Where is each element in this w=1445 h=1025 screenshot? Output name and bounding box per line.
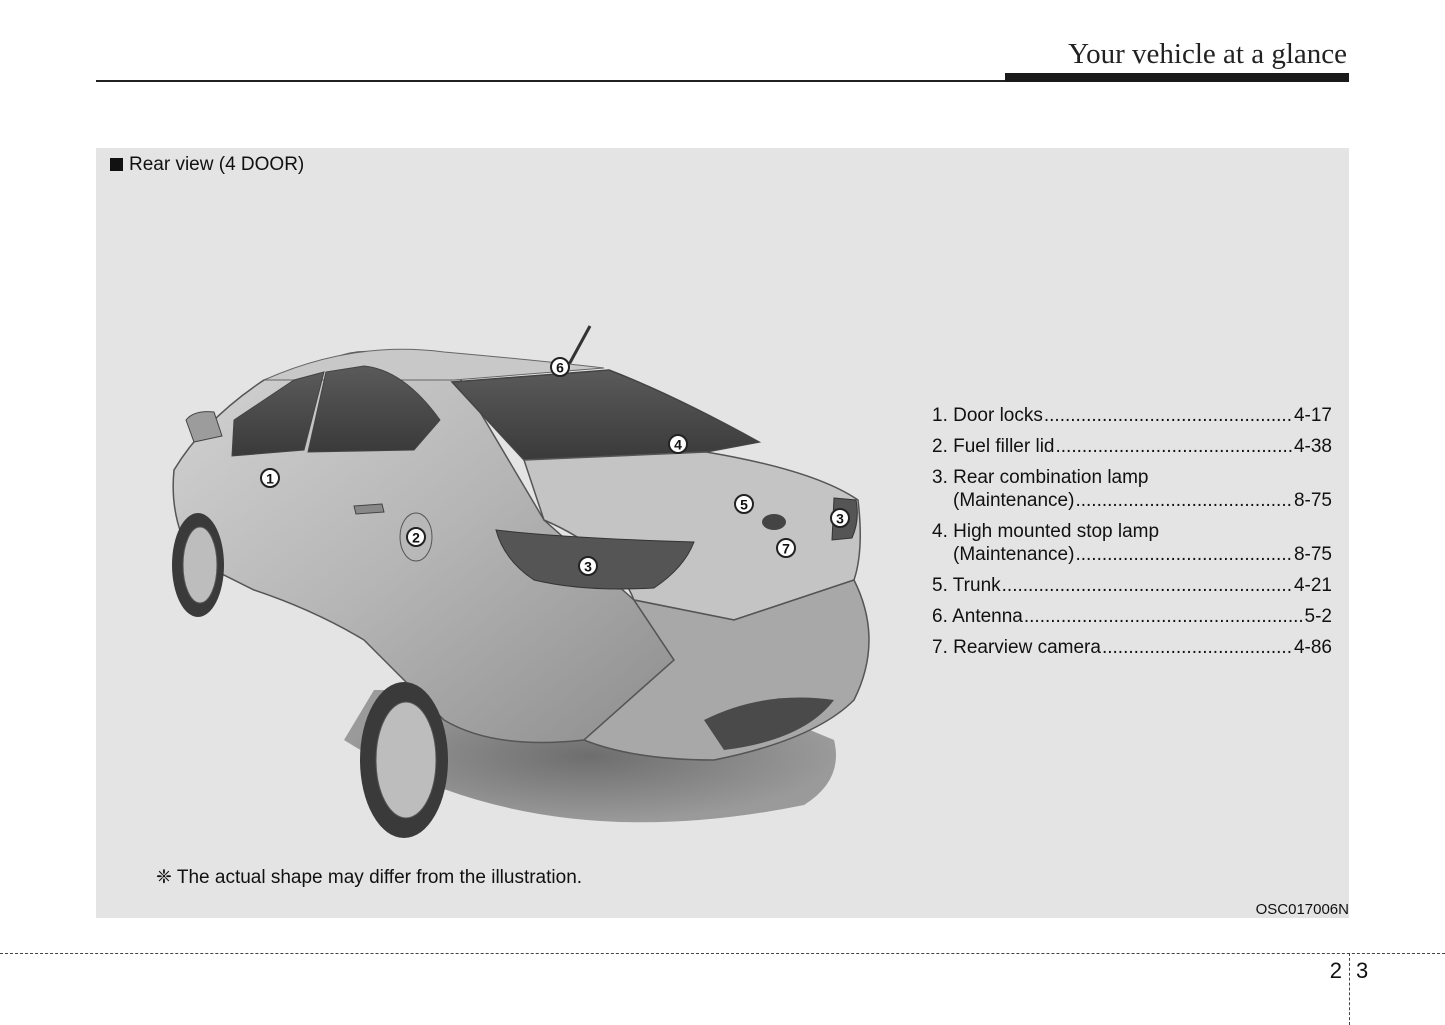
callout-1 [261, 469, 279, 487]
part-page-ref: 4-17 [1293, 405, 1332, 426]
section-title [110, 154, 304, 176]
illustration-note: ❈ The actual shape may differ from the illustration. [156, 867, 583, 888]
side-mirror [186, 412, 222, 442]
header-title: Your vehicle at a glance [1068, 38, 1347, 70]
callout-2 [407, 528, 425, 546]
callout-3-right [831, 509, 849, 527]
front-wheel-rim [183, 527, 217, 603]
part-label: 3. Rear combination lamp [932, 467, 1149, 488]
header-accent-bar [1005, 73, 1349, 82]
callout-3-left-label: 3 [584, 558, 592, 575]
callout-5-label: 5 [740, 496, 748, 513]
callout-7-label: 7 [782, 540, 790, 557]
parts-list-item-high-mounted-stop-lamp [932, 520, 1332, 566]
rear-view-panel [96, 148, 1349, 918]
parts-list-item-trunk [932, 574, 1332, 597]
parts-list-item-rearview-camera [932, 636, 1332, 659]
square-bullet-icon [110, 158, 123, 171]
callout-6-label: 6 [556, 359, 564, 376]
figure-code: OSC017006N [1255, 901, 1349, 918]
parts-list-item-antenna [932, 605, 1332, 628]
parts-list-item-fuel-filler-lid [932, 435, 1332, 458]
part-label: 2. Fuel filler lid [932, 436, 1055, 457]
page-chapter-number: 2 [1329, 958, 1342, 983]
callout-3-right-label: 3 [836, 510, 844, 527]
callout-3-left [579, 557, 597, 575]
callout-4-label: 4 [674, 436, 682, 453]
callout-1-label: 1 [266, 470, 274, 487]
door-handle [354, 504, 384, 514]
antenna [566, 326, 590, 370]
part-label: 5. Trunk [932, 575, 1001, 596]
part-page-ref: 4-86 [1293, 637, 1332, 658]
parts-list-item-rear-combination-lamp [932, 466, 1332, 512]
page-number: 3 [1356, 958, 1369, 983]
part-label: 4. High mounted stop lamp [932, 521, 1160, 542]
footer-rule [0, 953, 1445, 954]
part-label: 1. Door locks [932, 405, 1043, 426]
part-page-ref: 5-2 [1304, 606, 1332, 627]
part-page-ref: 4-38 [1293, 436, 1332, 457]
section-title-text: Rear view (4 DOOR) [129, 154, 305, 175]
part-page-ref: 8-75 [1293, 544, 1332, 565]
page-number-divider [1349, 953, 1350, 1025]
rear-wheel-rim [376, 702, 436, 818]
part-page-ref: 8-75 [1293, 490, 1332, 511]
callout-2-label: 2 [412, 529, 420, 546]
part-page-ref: 4-21 [1293, 575, 1332, 596]
part-label: 6. Antenna [932, 606, 1023, 627]
callout-5 [735, 495, 753, 513]
callout-6 [551, 358, 569, 376]
parts-list [932, 404, 1332, 667]
part-sublabel: (Maintenance) [953, 544, 1075, 565]
car-rear-illustration [114, 220, 890, 850]
parts-list-item-door-locks [932, 404, 1332, 427]
part-sublabel: (Maintenance) [953, 490, 1075, 511]
callout-4 [669, 435, 687, 453]
callout-7 [777, 539, 795, 557]
rear-emblem [762, 514, 786, 530]
part-label: 7. Rearview camera [932, 637, 1101, 658]
